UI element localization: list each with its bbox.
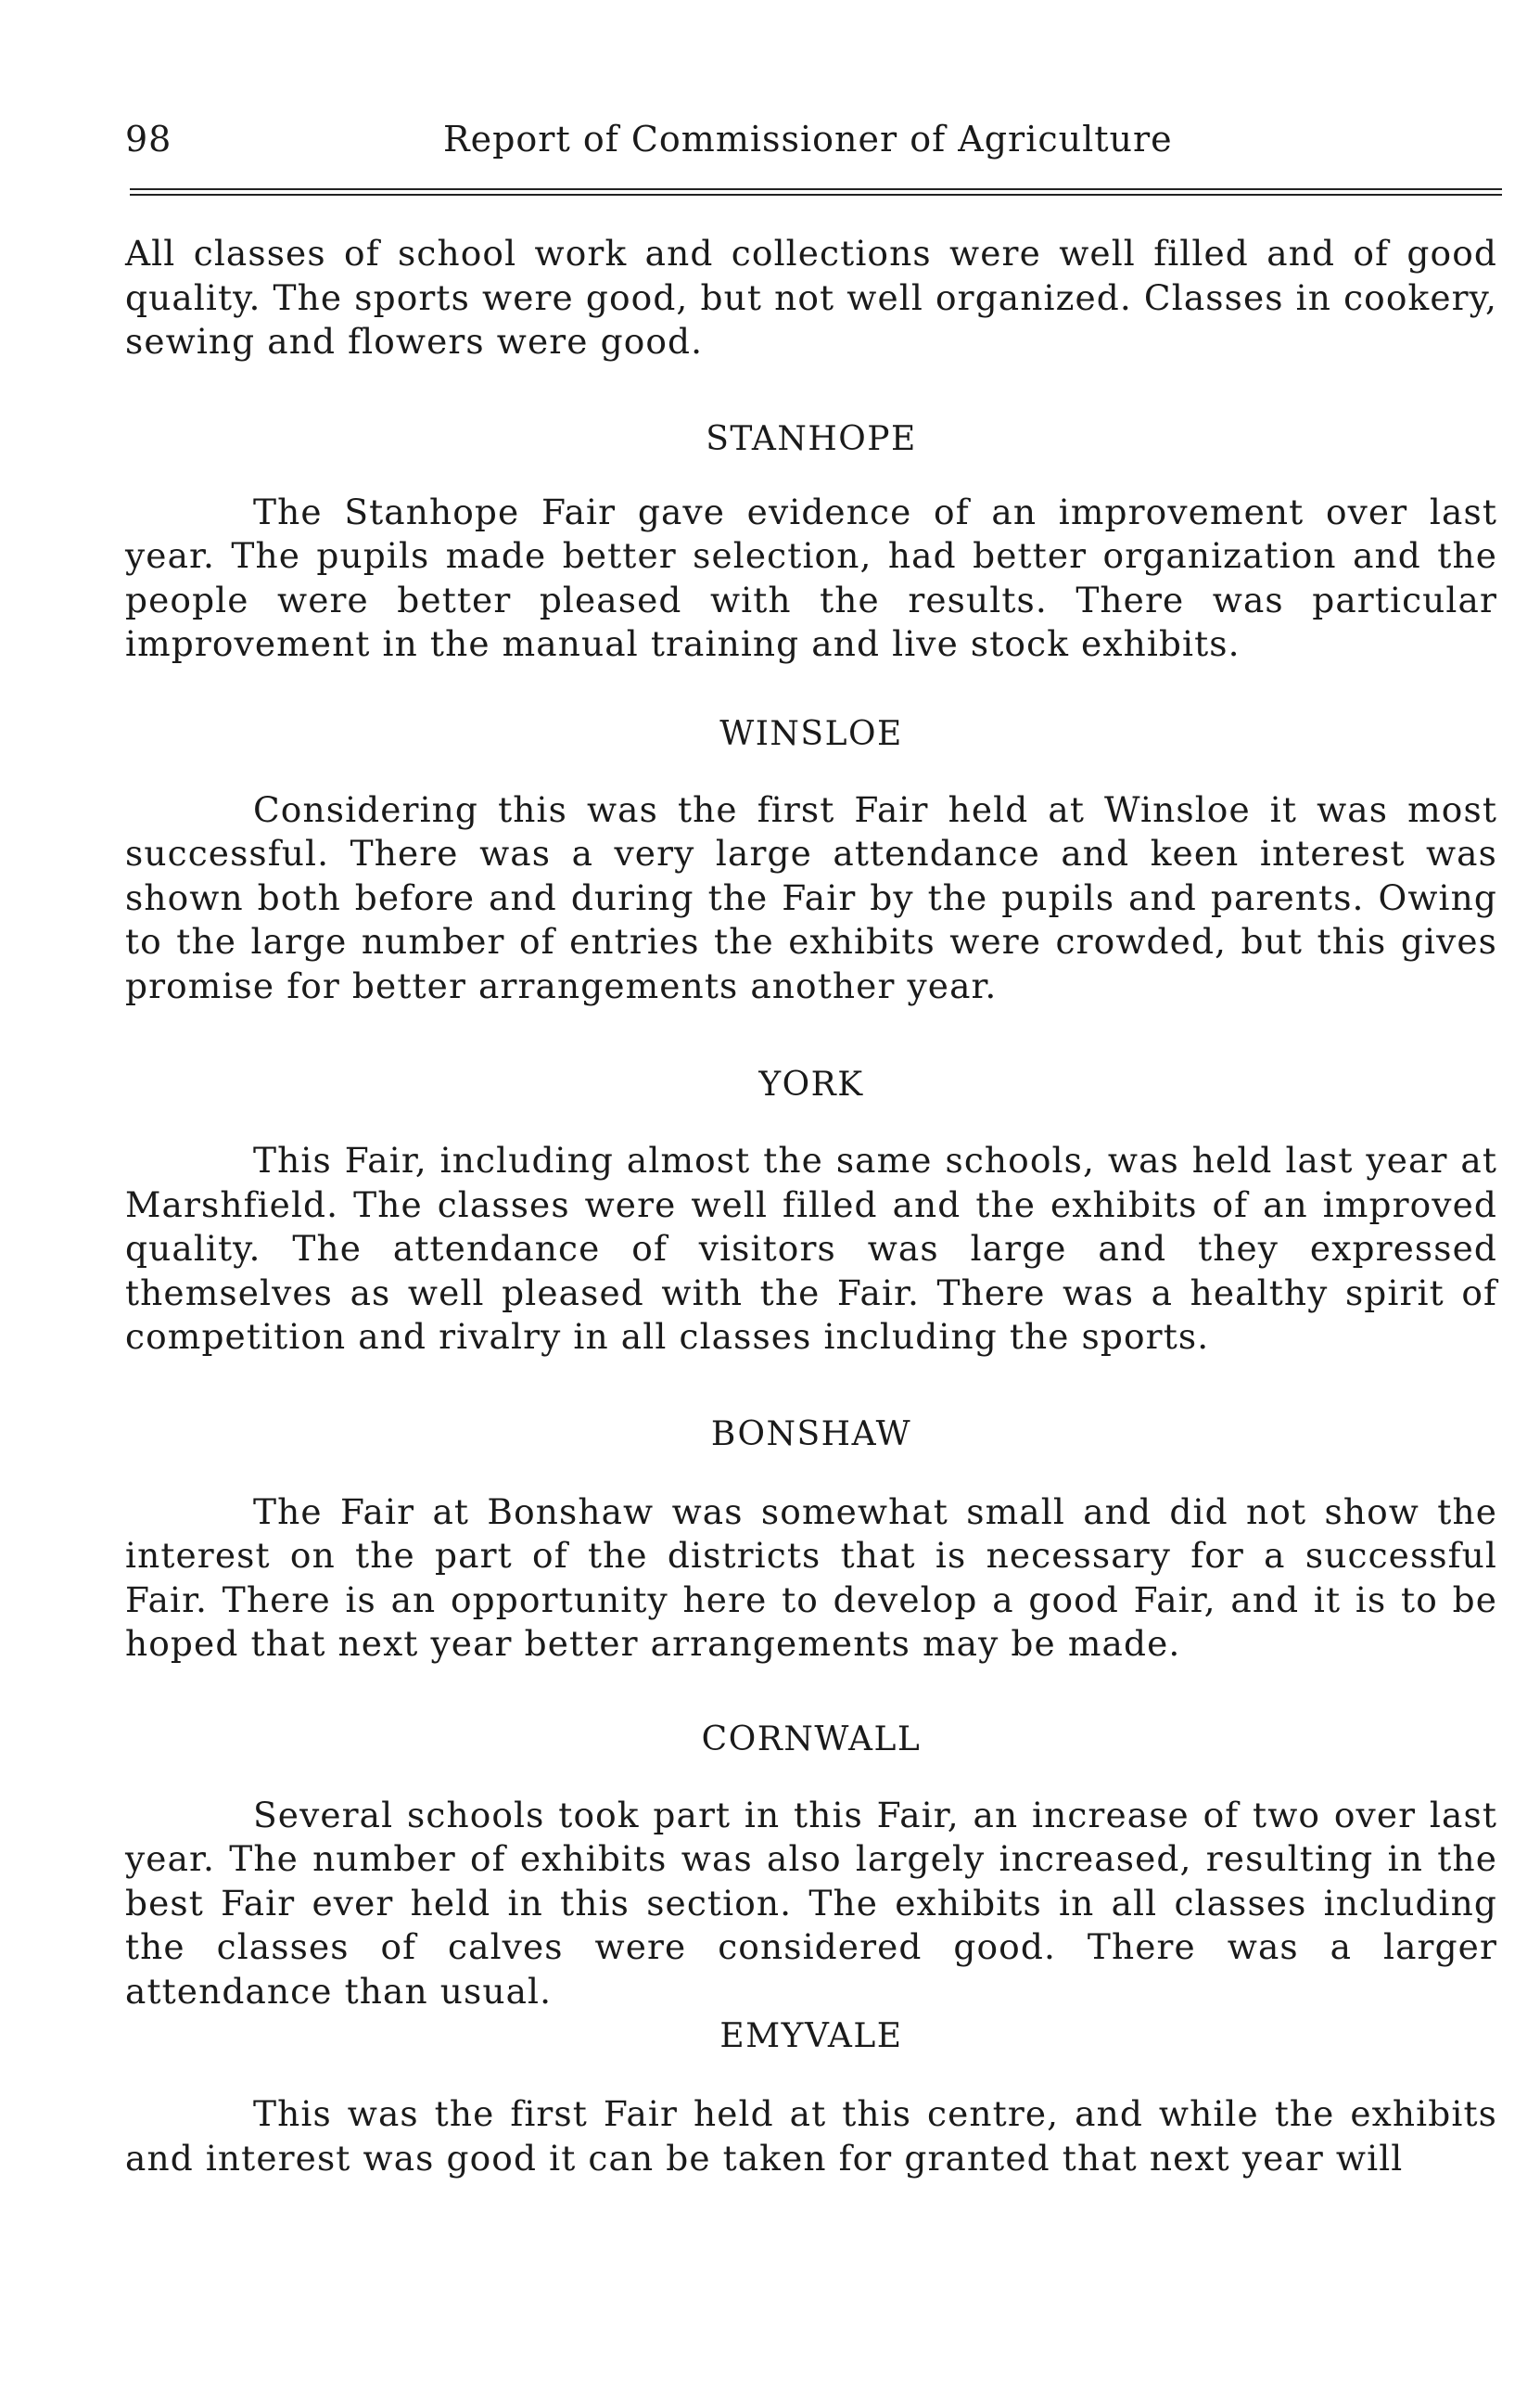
heading-winsloe: WINSLOE: [719, 714, 903, 753]
paragraph-emyvale: This was the first Fair held at this centre, and while the exhibits and interest was good it can be taken for granted that next year will: [125, 2093, 1497, 2179]
paragraph-stanhope: The Stanhope Fair gave evidence of an improvement over last year. The pupils made better selection, had better organization and the people were better pleased with the results. There was particular improvement in the manual training and live stock exhibits.: [125, 491, 1497, 664]
page-header: [125, 119, 1516, 165]
heading-emyvale: EMYVALE: [719, 2017, 903, 2055]
paragraph-cornwall: Several schools took part in this Fair, an increase of two over last year. The number of exhibits was also largely increased, resulting in the best Fair ever held in this section. The exhibits in all classes including the classes of calves were considered good. There was a larger attendance than usual.: [125, 1794, 1497, 2012]
paragraph-bonshaw: The Fair at Bonshaw was somewhat small and did not show the interest on the part of the districts that is necessary for a successful Fair. There is an opportunity here to develop a good Fair, and it is to be hoped that next year better arrangements may be made.: [125, 1490, 1497, 1664]
heading-cornwall: CORNWALL: [701, 1719, 922, 1758]
paragraph-york: This Fair, including almost the same schools, was held last year at Marshfield. The classes were well filled and the exhibits of an improved quality. The attendance of visitors was large and they expressed themselves as well pleased with the Fair. There was a healthy spirit of competition and rivalry in all classes including the sports.: [125, 1140, 1497, 1357]
header-rule: [130, 188, 1502, 196]
paragraph-intro: All classes of school work and collections were well filled and of good quality. The sports were good, but not well organized. Classes in cookery, sewing and flowers were good.: [125, 233, 1497, 362]
heading-stanhope: STANHOPE: [706, 419, 917, 458]
paragraph-winsloe: Considering this was the first Fair held at Winsloe it was most successful. There was a very large attendance and keen interest was shown both before and during the Fair by the pupils and parents. Owing to the large number of entries the exhibits were crowded, but this gives promise for better arrangements another year.: [125, 788, 1497, 1006]
heading-york: YORK: [758, 1066, 864, 1104]
heading-bonshaw: BONSHAW: [710, 1414, 912, 1453]
body-text: [125, 232, 1497, 2180]
running-title: Report of Commissioner of Agriculture: [443, 119, 1173, 160]
page-number: 98: [125, 119, 172, 160]
